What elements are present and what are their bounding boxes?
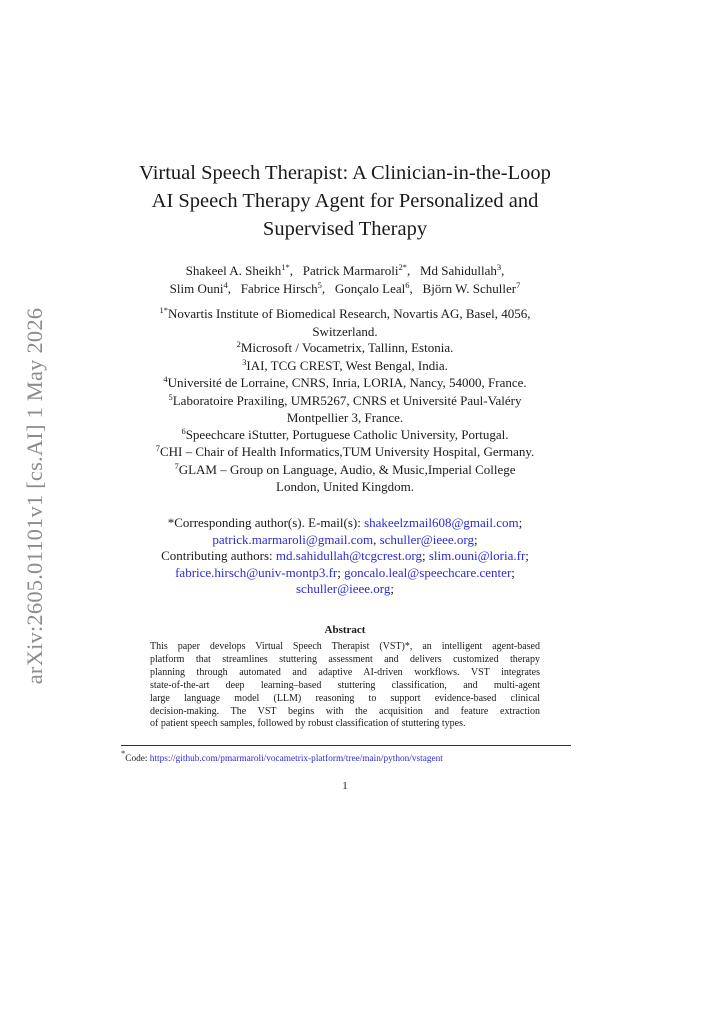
- affiliation-list: [90, 306, 600, 496]
- abstract-heading: Abstract: [324, 624, 366, 636]
- email-link[interactable]: shakeelzmail608@gmail.com: [364, 515, 519, 530]
- author-affiliation-mark: 7: [516, 279, 521, 290]
- author-name: Md Sahidullah: [419, 263, 497, 278]
- affiliation-text: Université de Lorraine, CNRS, Inria, LORIA, Nancy, 54000, France.: [167, 375, 527, 390]
- email-link[interactable]: schuller@ieee.org: [379, 531, 474, 547]
- title-line: Virtual Speech Therapist: A Clinician-in-the-Loop: [139, 162, 551, 184]
- affiliation-text: Speechcare iStutter, Portuguese Catholic University, Portugal.: [185, 426, 509, 442]
- affiliation-mark: 7: [155, 443, 160, 453]
- arxiv-identifier: arXiv:2605.01101v1 [cs.AI] 1 May 2026: [22, 307, 47, 685]
- email-link[interactable]: fabrice.hirsch@univ-montp3.fr: [175, 564, 338, 580]
- affiliation-mark: 2: [236, 339, 241, 349]
- abstract-line: decision-making. The VST begins with the acquisition and feature extraction: [150, 705, 540, 717]
- affiliation-text: CHI – Chair of Health Informatics,TUM University Hospital, Germany.: [159, 444, 535, 459]
- author-name: Björn W. Schuller: [422, 280, 517, 296]
- corresponding-line-2: patrick.marmaroli@gmail.com, schuller@ieee.org;: [212, 531, 478, 547]
- author-list: [90, 263, 600, 298]
- author-affiliation-mark: 3: [496, 262, 502, 272]
- affiliation-line: [90, 427, 600, 445]
- contributing-line-3: schuller@ieee.org;: [295, 581, 394, 596]
- author-affiliation-mark: 5: [317, 279, 322, 290]
- author-affiliation-mark: 4: [223, 279, 228, 290]
- footnote-label: Code:: [125, 754, 150, 764]
- abstract-line: This paper develops Virtual Speech Therapist (VST)*, an intelligent agent-based: [150, 641, 540, 652]
- affiliation-line: [90, 324, 600, 341]
- abstract-line: large language model (LLM) reasoning to support evidence-based clinical: [150, 692, 540, 704]
- affiliation-text: London, United Kingdom.: [276, 479, 414, 494]
- affiliation-line: [90, 340, 600, 358]
- author-name: Gonçalo Leal: [334, 280, 406, 296]
- affiliation-mark: 4: [163, 374, 168, 384]
- email-link[interactable]: patrick.marmaroli@gmail.com: [212, 531, 374, 547]
- contributing-line-2: fabrice.hirsch@univ-montp3.fr; goncalo.leal@speechcare.center;: [175, 564, 515, 580]
- email-link[interactable]: schuller@ieee.org: [295, 581, 391, 596]
- author-line-2: Slim Ouni$^4$, Fabrice Hirsch$^5$, Gonçalo Leal$^6$, Björn W. Schuller$^7$: [169, 279, 521, 296]
- affiliation-text: Switzerland.: [312, 323, 378, 339]
- footnote-divider: [121, 745, 571, 746]
- author-name: Slim Ouni: [169, 280, 224, 296]
- affiliation-text: Montpellier 3, France.: [286, 410, 404, 425]
- affiliation-text: Microsoft / Vocametrix, Tallinn, Estonia.: [240, 340, 454, 355]
- abstract-line: platform that streamlines stuttering assessment and delivers customized therapy: [150, 653, 540, 665]
- email-link[interactable]: goncalo.leal@speechcare.center: [344, 564, 512, 580]
- abstract-body: [150, 641, 540, 731]
- affiliation-text: GLAM – Group on Language, Audio, & Music,Imperial College: [178, 461, 516, 477]
- corresponding-line-1: *Corresponding author(s). E-mail(s): shakeelzmail608@gmail.com;: [167, 515, 523, 530]
- affiliation-line: [90, 375, 600, 393]
- affiliation-mark: 5: [168, 391, 173, 402]
- affiliation-mark: 7: [174, 460, 179, 471]
- correspondence-block: [90, 515, 600, 598]
- affiliation-mark: 3: [242, 356, 247, 367]
- email-link[interactable]: md.sahidullah@tcgcrest.org: [275, 548, 422, 563]
- author-affiliation-mark: 1*: [281, 262, 290, 272]
- author-name: Fabrice Hirsch: [240, 280, 318, 296]
- contributing-label: Contributing authors:: [161, 548, 276, 563]
- author-affiliation-mark: 2*: [398, 262, 407, 272]
- corresponding-label: *Corresponding author(s). E-mail(s):: [167, 515, 365, 530]
- affiliation-text: Novartis Institute of Biomedical Research, Novartis AG, Basel, 4056,: [168, 306, 531, 321]
- affiliation-text: IAI, TCG CREST, West Bengal, India.: [246, 357, 448, 373]
- page-number: 1: [342, 780, 348, 792]
- affiliation-text: Laboratoire Praxiling, UMR5267, CNRS et Université Paul-Valéry: [172, 392, 522, 408]
- footnote: [121, 748, 443, 764]
- code-repository-link[interactable]: https://github.com/pmarmaroli/vocametrix-platform/tree/main/python/vstagent: [149, 754, 443, 764]
- affiliation-line: [90, 462, 600, 480]
- affiliation-line: [90, 306, 600, 324]
- author-name: Patrick Marmaroli: [302, 263, 399, 278]
- title-line: Supervised Therapy: [262, 218, 428, 240]
- abstract-line: state-of-the-art deep learning–based stuttering classification, and multi-agent: [150, 679, 540, 691]
- author-line-1: Shakeel A. Sheikh$^{1*}$, Patrick Marmaroli$^{2*}$, Md Sahidullah$^3$,: [185, 262, 505, 278]
- affiliation-line: [90, 410, 600, 427]
- author-affiliation-mark: 6: [405, 279, 410, 290]
- paper-title: [100, 159, 590, 243]
- affiliation-mark: 6: [181, 425, 186, 436]
- affiliation-mark: 1*: [159, 305, 168, 315]
- contributing-line-1: Contributing authors: md.sahidullah@tcgcrest.org; slim.ouni@loria.fr;: [161, 548, 529, 563]
- affiliation-line: [90, 479, 600, 496]
- affiliation-line: [90, 358, 600, 376]
- affiliation-line: [90, 444, 600, 462]
- abstract-line: planning through automated and adaptive AI-driven workflows. VST integrates: [150, 666, 540, 678]
- author-name: Shakeel A. Sheikh: [185, 263, 282, 278]
- email-link[interactable]: slim.ouni@loria.fr: [428, 548, 526, 563]
- arxiv-sidebar-stamp: [15, 302, 55, 690]
- affiliation-line: [90, 393, 600, 411]
- abstract-line: of patient speech samples, followed by robust classification of stuttering types.: [150, 718, 466, 730]
- title-line: AI Speech Therapy Agent for Personalized and: [151, 190, 539, 212]
- footnote-marker: *: [121, 748, 126, 758]
